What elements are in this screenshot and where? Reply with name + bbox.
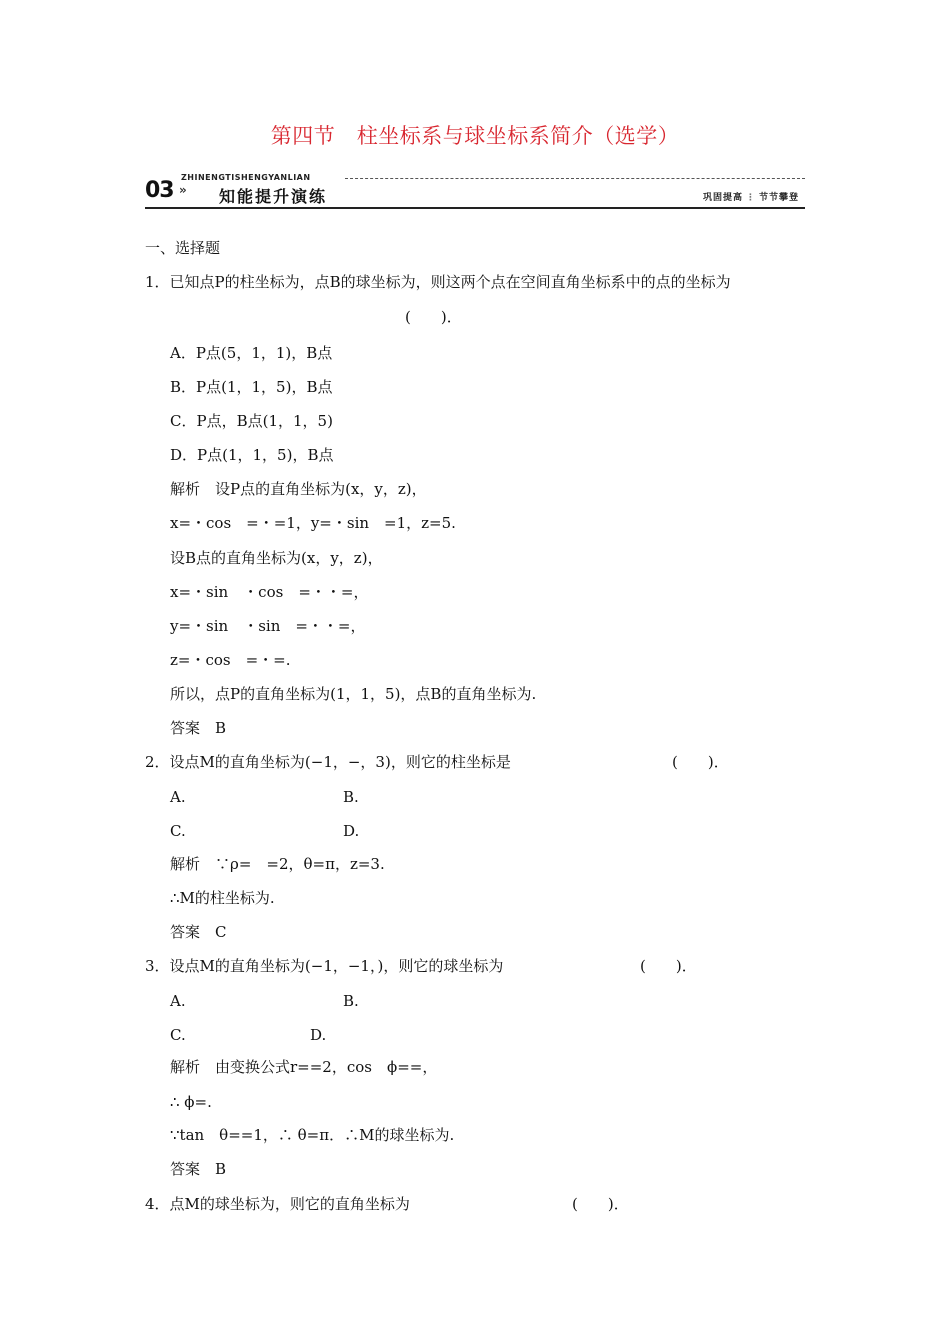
q3-option-d: D.: [310, 1026, 327, 1044]
question-4: 4．点M的球坐标为，则它的直角坐标为: [145, 1195, 410, 1213]
q2-solution: 解析 ∵ρ= =2，θ=π，z=3.: [170, 855, 385, 873]
q1-solution: z=・cos =・=.: [170, 651, 291, 669]
q1-solution: 解析 设P点的直角坐标为(x，y，z)，: [170, 480, 427, 498]
section-label: 一、选择题: [145, 239, 221, 257]
question-3: 3．设点M的直角坐标为(−1，−1，)，则它的球坐标为: [145, 957, 504, 975]
q1-solution: y=・sin ・sin =・・=，: [170, 617, 366, 635]
q3-option-a: A.: [170, 992, 186, 1010]
q2-option-a: A.: [170, 788, 186, 806]
section-heading: 知能提升演练: [219, 187, 328, 206]
q2-option-c: C.: [170, 822, 186, 840]
tagline-right: 节节攀登: [758, 193, 799, 203]
q3-solution: ∴ ϕ=.: [170, 1093, 212, 1111]
tagline-separator: ⋮: [745, 193, 756, 203]
banner-rule: [145, 207, 805, 209]
q1-solution: x=・sin ・cos =・・=，: [170, 583, 369, 601]
q2-solution: ∴M的柱坐标为.: [170, 889, 275, 907]
question-1: 1．已知点P的柱坐标为，点B的球坐标为，则这两个点在空间直角坐标系中的点的坐标为: [145, 273, 731, 291]
q2-option-d: D.: [343, 822, 360, 840]
banner-pinyin: ZHINENGTISHENGYANLIAN: [181, 173, 311, 182]
question-2-blank: ( )．: [672, 753, 729, 771]
q2-answer: 答案 C: [170, 923, 227, 941]
q1-answer: 答案 B: [170, 719, 227, 737]
question-1-blank: ( )．: [405, 308, 462, 326]
q3-option-b: B.: [343, 992, 359, 1010]
q1-solution: 所以，点P的直角坐标为(1，1，5)，点B的直角坐标为.: [170, 685, 537, 703]
q1-option-a: A．P点(5，1，1)，B点: [170, 344, 333, 362]
q3-answer: 答案 B: [170, 1160, 227, 1178]
q2-option-b: B.: [343, 788, 359, 806]
q3-solution: 解析 由变换公式r==2，cos ϕ==，: [170, 1058, 438, 1076]
banner-tagline: [703, 190, 799, 203]
q1-option-c: C．P点，B点(1，1，5): [170, 412, 333, 430]
q1-solution: 设B点的直角坐标为(x，y，z)，: [170, 549, 383, 567]
q3-option-c: C.: [170, 1026, 186, 1044]
section-banner: [145, 173, 805, 211]
chevron-icon: »: [179, 183, 187, 197]
tagline-left: 巩固提高: [702, 193, 743, 203]
question-4-blank: ( )．: [572, 1195, 629, 1213]
q1-option-d: D．P点(1，1，5)，B点: [170, 446, 334, 464]
section-number: 03: [145, 178, 174, 203]
q3-solution: ∵tan θ==1，∴ θ=π．∴M的球坐标为.: [170, 1126, 455, 1144]
question-2: 2．设点M的直角坐标为(−1，−，3)，则它的柱坐标是: [145, 753, 511, 771]
q1-solution: x=・cos =・=1，y=・sin =1，z=5.: [170, 514, 456, 532]
q1-option-b: B．P点(1，1，5)，B点: [170, 378, 333, 396]
question-3-blank: ( )．: [640, 957, 697, 975]
page-title: 第四节 柱坐标系与球坐标系简介（选学）: [270, 124, 680, 148]
banner-dashed-rule: [345, 178, 805, 179]
